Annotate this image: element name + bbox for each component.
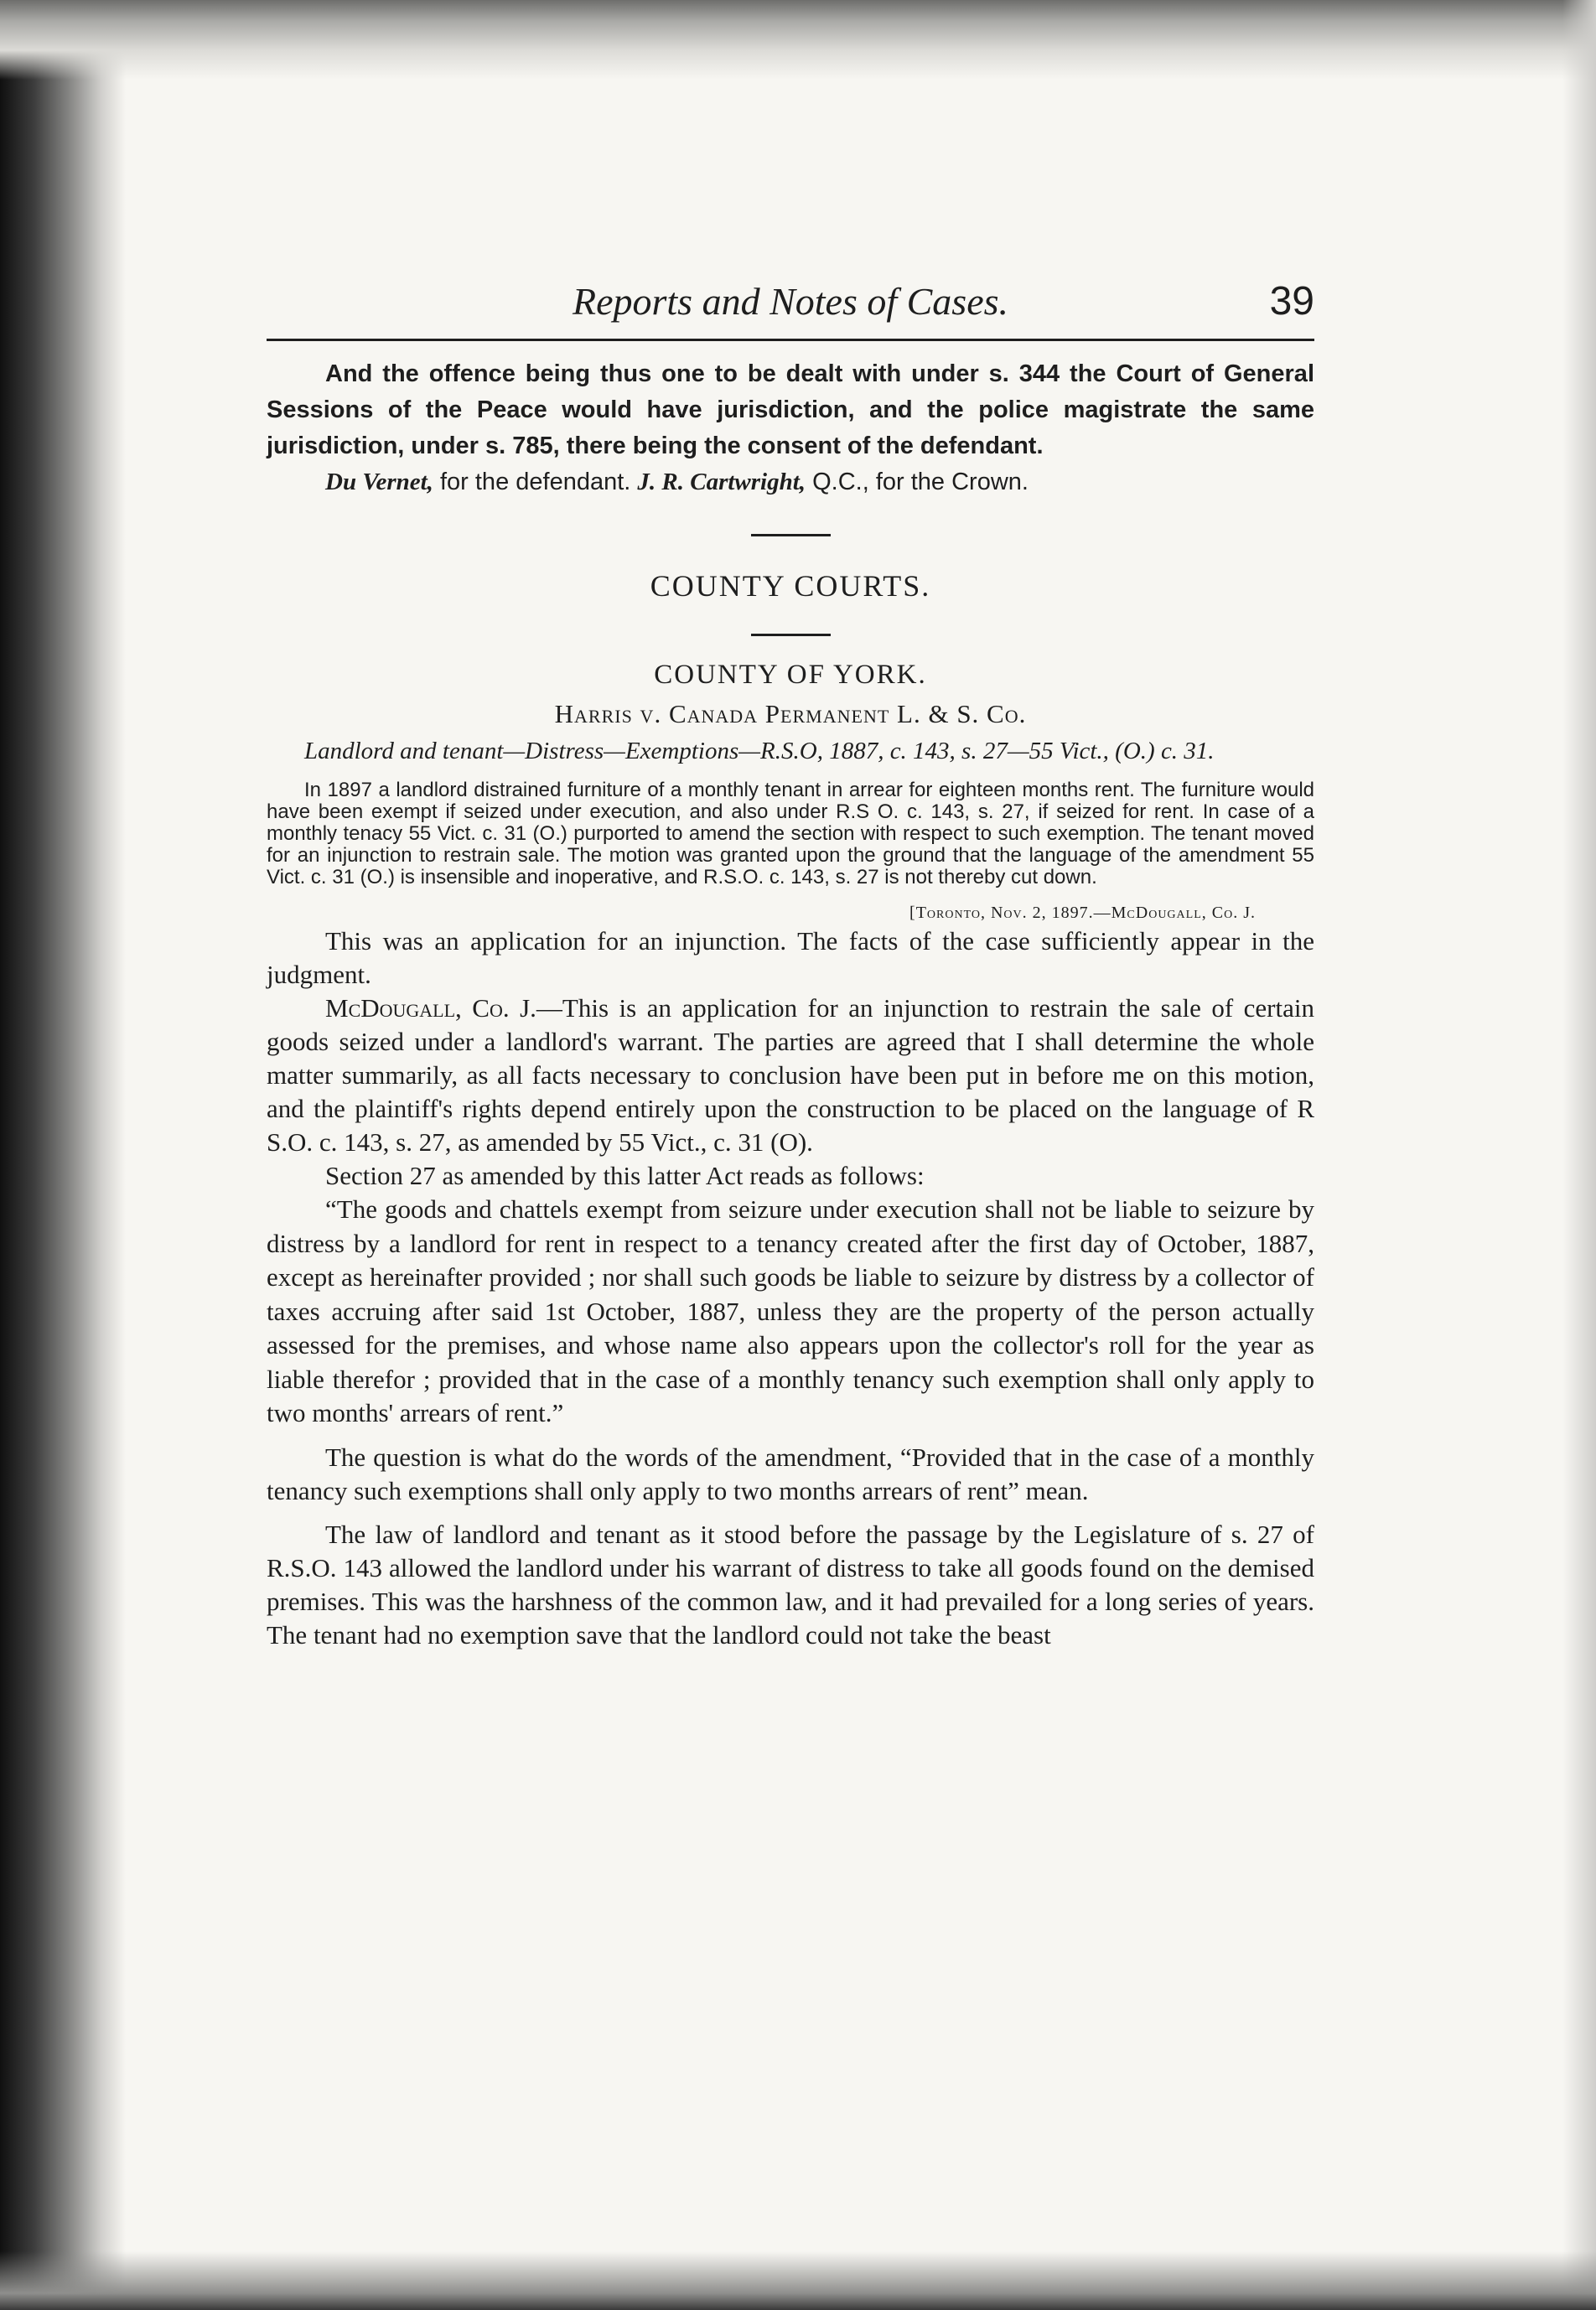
statute-quote: “The goods and chattels exempt from seizure under execution shall not be liable to seizure by distress by a landlord for rent in respect to a tenancy created after the first day of October, 1887, except as hereinafter provided ; nor shall such goods be liable to seizure by distress by a collector of taxes accruing after said 1st October, 1887, unless they are the property of the person actually assessed for the premises, and whose name also appears upon the collector's roll for the year as liable therefor ; provided that in the case of a monthly tenancy such exemption shall only apply to two months' arrears of rent.” bbox=[267, 1194, 1314, 1427]
judgment-opening: —This is an application for an injunction to restrain the sale of certain goods seized under a landlord's warrant. The parties are agreed that I shall determine the whole matter summarily, as all facts necessary to conclusion have been put in before me on this motion, and the plaintiff's rights depend entirely upon the construction to be placed on the language of R S.O. c. 143, s. 27, as amended by 55 Vict., c. 31 (O). bbox=[267, 993, 1314, 1157]
judge-name: McDougall, Co. J. bbox=[325, 993, 536, 1023]
section-heading: COUNTY COURTS. bbox=[650, 569, 931, 603]
intro-paragraph: And the offence being thus one to be dealt with under s. 344 the Court of General Sessions of the Peace would have jurisdiction, and the police magistrate the same jurisdiction, under s. 785, there being the consent of the defendant. bbox=[267, 360, 1314, 459]
body-paragraph-2 bbox=[267, 992, 1314, 1159]
citation: [Toronto, Nov. 2, 1897.—McDougall, Co. J. bbox=[909, 904, 1256, 922]
body-paragraph-4: The question is what do the words of the amendment, “Provided that in the case of a monthly tenancy such exemptions shall only apply to two months arrears of rent” mean. bbox=[267, 1442, 1314, 1505]
counsel-crown-name: J. R. Cartwright, bbox=[637, 469, 806, 495]
body-paragraph-1: This was an application for an injunction. The facts of the case sufficiently appear in the judgment. bbox=[267, 926, 1314, 989]
scan-shadow-bottom bbox=[0, 2251, 1596, 2310]
case-name: Harris v. Canada Permanent L. & S. Co. bbox=[554, 699, 1027, 728]
body-paragraph-5: The law of landlord and tenant as it stood before the passage by the Legislature of s. 27 of R.S.O. 143 allowed the landlord under his warrant of distress to take all goods found on the demised premises. This was the harshness of the common law, and it had prevailed for a long series of years. The tenant had no exemption save that the landlord could not take the beast bbox=[267, 1519, 1314, 1650]
sub-heading: COUNTY OF YORK. bbox=[654, 660, 927, 690]
section-divider bbox=[751, 534, 831, 536]
counsel-defendant-role: for the defendant. bbox=[433, 469, 638, 495]
page-content bbox=[267, 268, 1314, 1652]
scan-shadow-top bbox=[0, 0, 1596, 80]
header-rule bbox=[267, 339, 1314, 341]
counsel-defendant-name: Du Vernet, bbox=[325, 469, 433, 495]
scan-shadow-left bbox=[0, 0, 126, 2310]
body-paragraph-3: Section 27 as amended by this latter Act reads as follows: bbox=[325, 1161, 925, 1190]
counsel-crown-role: Q.C., for the Crown. bbox=[806, 469, 1029, 495]
subsection-divider bbox=[751, 634, 831, 636]
running-head bbox=[267, 268, 1314, 335]
scan-shadow-right bbox=[1562, 0, 1596, 2310]
catch-words: Landlord and tenant—Distress—Exemptions—R.S.O, 1887, c. 143, s. 27—55 Vict., (O.) c. 31. bbox=[304, 738, 1215, 764]
page-number: 39 bbox=[1269, 279, 1314, 324]
counsel-line bbox=[267, 464, 1314, 500]
running-title: Reports and Notes of Cases. bbox=[572, 280, 1009, 323]
head-note: In 1897 a landlord distrained furniture of a monthly tenant in arrear for eighteen months rent. The furniture would have been exempt if seized under execution, and also under R.S O. c. 143, s. 27, if seized for rent. In case of a monthly tenacy 55 Vict. c. 31 (O.) purported to amend the section with respect to such exemption. The tenant moved for an injunction to restrain sale. The motion was granted upon the ground that the language of the amendment 55 Vict. c. 31 (O.) is insensible and inoperative, and R.S.O. c. 143, s. 27 is not thereby cut down. bbox=[267, 779, 1314, 888]
